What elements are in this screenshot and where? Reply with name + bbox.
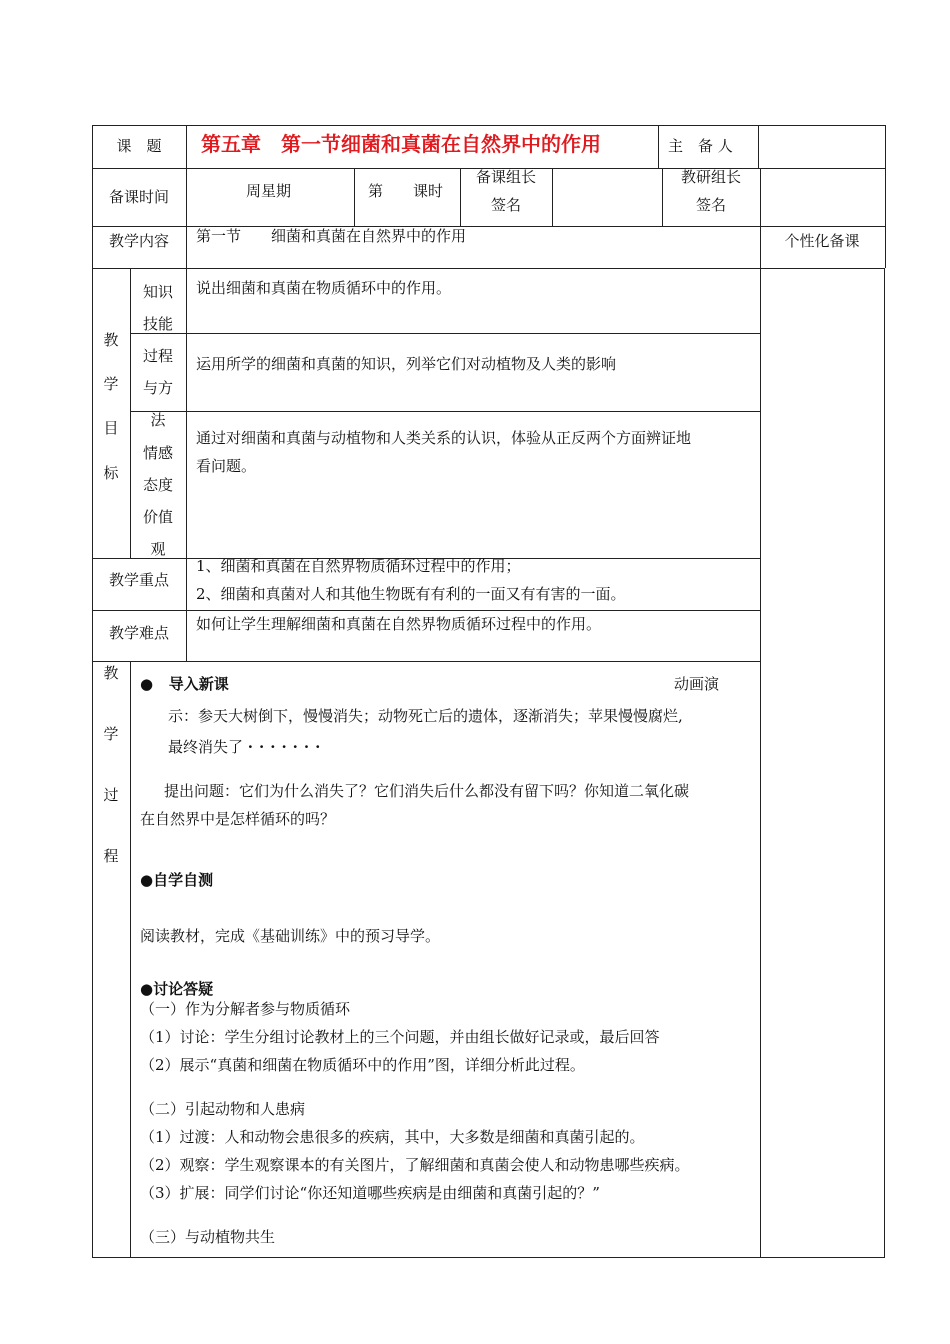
key-point-2: 2、细菌和真菌对人和其他生物既有有利的一面又有有害的一面。 — [196, 585, 626, 603]
self-study-heading: ●自学自测 — [140, 871, 214, 889]
topic-label: 课 题 — [116, 137, 162, 155]
research-leader-label: 教研组长 签名 — [680, 168, 741, 214]
section-2-item-1: （1）过渡：人和动物会患很多的疾病，其中，大多数是细菌和真菌引起的。 — [140, 1128, 645, 1146]
section-2-title: （二）引起动物和人患病 — [140, 1100, 306, 1118]
key-points-label: 教学重点 — [108, 571, 169, 589]
emotion-text-line-2: 看问题。 — [196, 457, 257, 475]
intro-line-2: 示：参天大树倒下，慢慢消失；动物死亡后的遗体，逐渐消失；苹果慢慢腐烂, — [168, 707, 683, 725]
content-value: 第一节 细菌和真菌在自然界中的作用 — [196, 227, 467, 245]
section-1-title: （一）作为分解者参与物质循环 — [140, 1000, 351, 1018]
difficulties-text: 如何让学生理解细菌和真菌在自然界物质循环过程中的作用。 — [196, 615, 602, 633]
weekday-label: 周星期 — [246, 182, 292, 200]
prep-time-label: 备课时间 — [108, 188, 169, 206]
period-label: 第 课时 — [368, 182, 444, 200]
section-1-item-2: （2）展示“真菌和细菌在物质循环中的作用”图，详细分析此过程。 — [140, 1056, 585, 1074]
intro-heading: ● 导入新课 — [140, 675, 229, 693]
process-skill-text: 运用所学的细菌和真菌的知识，列举它们对动植物及人类的影响 — [196, 355, 617, 373]
ellipsis-dots: ······· — [247, 738, 327, 756]
question-line-2: 在自然界中是怎样循环的吗？ — [140, 810, 336, 828]
knowledge-text: 说出细菌和真菌在物质循环中的作用。 — [196, 279, 452, 297]
document-title: 第五章 第一节细菌和真菌在自然界中的作用 — [201, 132, 601, 156]
section-1-item-1: （1）讨论：学生分组讨论教材上的三个问题，并由组长做好记录或，最后回答 — [140, 1028, 660, 1046]
section-3-title: （三）与动植物共生 — [140, 1228, 276, 1246]
discussion-heading: ●讨论答疑 — [140, 980, 214, 998]
preparer-label: 主 备 人 — [668, 137, 733, 155]
personal-prep-label: 个性化备课 — [784, 232, 860, 250]
intro-line-3: 最终消失了 ······· — [168, 738, 327, 756]
difficulties-label: 教学难点 — [108, 624, 169, 642]
section-2-item-2: （2）观察：学生观察课本的有关图片，了解细菌和真菌会使人和动物患哪些疾病。 — [140, 1156, 690, 1174]
self-study-text: 阅读教材，完成《基础训练》中的预习导学。 — [140, 927, 441, 945]
bullet-icon: ● — [140, 675, 154, 693]
key-point-1: 1、细菌和真菌在自然界物质循环过程中的作用； — [196, 557, 521, 575]
emotion-text-line-1: 通过对细菌和真菌与动植物和人类关系的认识，体验从正反两个方面辨证地 — [196, 429, 692, 447]
section-2-item-3: （3）扩展：同学们讨论“你还知道哪些疾病是由细菌和真菌引起的？” — [140, 1184, 600, 1202]
intro-animation-label: 动画演 — [674, 675, 720, 693]
question-line-1: 提出问题：它们为什么消失了？它们消失后什么都没有留下吗？你知道二氧化碳 — [164, 782, 690, 800]
group-leader-label: 备课组长 签名 — [475, 168, 536, 214]
content-label: 教学内容 — [108, 232, 169, 250]
